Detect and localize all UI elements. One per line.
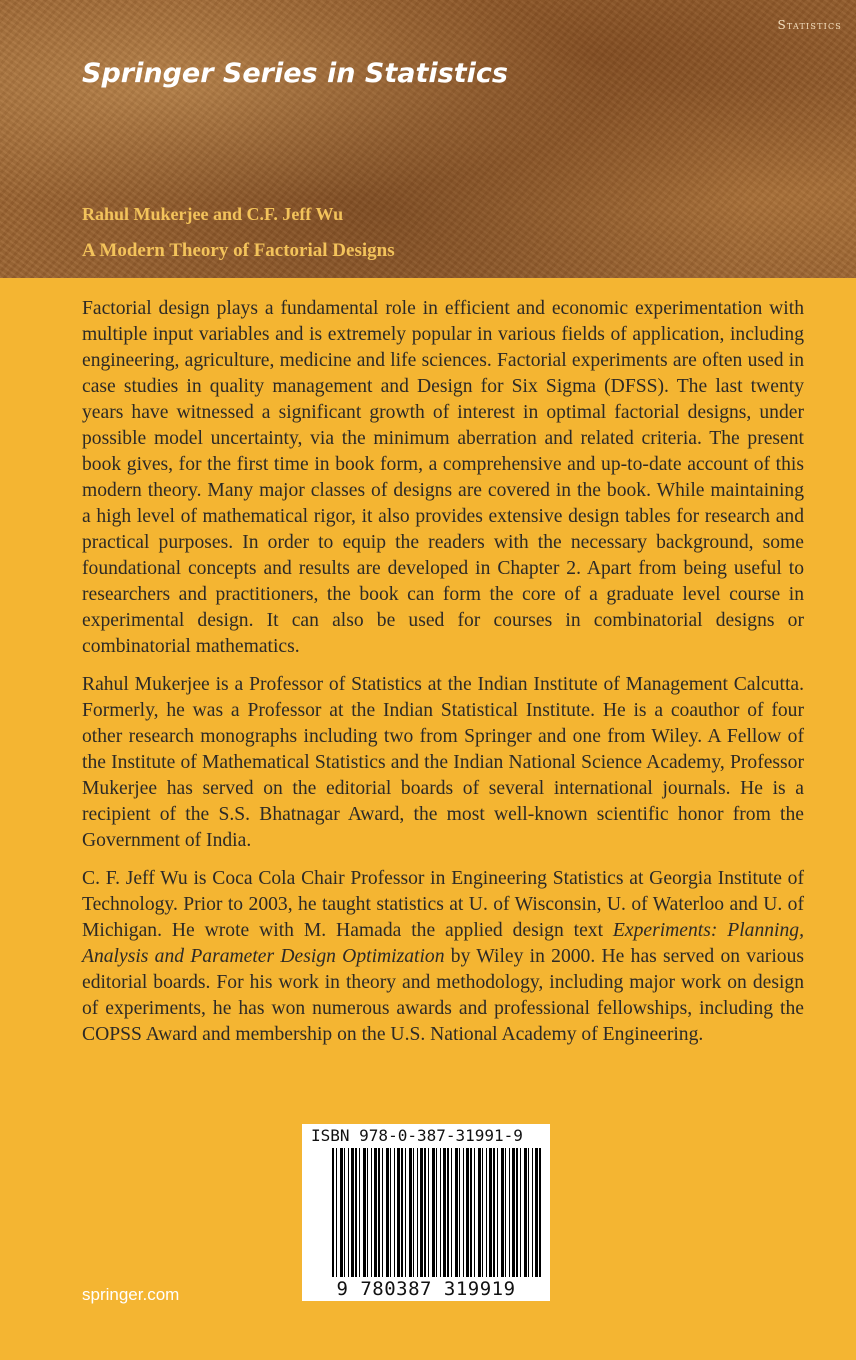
book-title: A Modern Theory of Factorial Designs bbox=[82, 240, 395, 261]
back-cover-text bbox=[82, 296, 804, 1060]
barcode-number: 9 780387 319919 bbox=[302, 1277, 550, 1301]
isbn-barcode bbox=[302, 1124, 550, 1301]
category-label: Statistics bbox=[777, 18, 842, 32]
author-bio-mukerjee: Rahul Mukerjee is a Professor of Statistics at the Indian Institute of Management Calcutta. Formerly, he was a Professor at the Indian Statistical Institute. He is a coauthor of four other research monographs including two from Springer and one from Wiley. A Fellow of the Institute of Mathematical Statistics and the Indian National Science Academy, Professor Mukerjee has served on the editorial boards of several international journals. He is a recipient of the S.S. Bhatnagar Award, the most well-known scientific honor from the Government of India. bbox=[82, 674, 804, 851]
publisher-website: springer.com bbox=[82, 1285, 180, 1304]
barcode-bars bbox=[332, 1148, 542, 1298]
series-title: Springer Series in Statistics bbox=[82, 58, 508, 89]
bio-wu-book-title: Experiments: Planning, Analysis and Parameter Design Optimization bbox=[82, 920, 804, 967]
author-bio-wu bbox=[82, 866, 804, 1048]
book-authors: Rahul Mukerjee and C.F. Jeff Wu bbox=[82, 204, 344, 224]
cover-header bbox=[0, 0, 856, 278]
isbn-label: ISBN 978-0-387-31991-9 bbox=[311, 1126, 523, 1145]
bio-wu-part2: by Wiley in 2000. He has served on various editorial boards. For his work in theory and methodology, including major work on design of experiments, he has won numerous awards and professional fellowships, including the COPSS Award and membership on the U.S. National Academy of Engineering. bbox=[82, 946, 804, 1045]
bio-wu-part1: C. F. Jeff Wu is Coca Cola Chair Professor in Engineering Statistics at Georgia Institute of Technology. Prior to 2003, he taught statistics at U. of Wisconsin, U. of Waterloo and U. of Michigan. He wrote with M. Hamada the applied design text bbox=[82, 868, 804, 941]
book-description: Factorial design plays a fundamental role in efficient and economic experimentation with multiple input variables and is extremely popular in various fields of application, including engineering, agriculture, medicine and life sciences. Factorial experiments are often used in case studies in quality management and Design for Six Sigma (DFSS). The last twenty years have witnessed a significant growth of interest in optimal factorial designs, under possible model uncertainty, via the minimum aberration and related criteria. The present book gives, for the first time in book form, a comprehensive and up-to-date account of this modern theory. Many major classes of designs are covered in the book. While maintaining a high level of mathematical rigor, it also provides extensive design tables for research and practical purposes. In order to equip the readers with the necessary background, some foundational concepts and results are developed in Chapter 2. Apart from being useful to researchers and practitioners, the book can form the core of a graduate level course in experimental design. It can also be used for courses in combinatorial designs or combinatorial mathematics. bbox=[82, 298, 804, 657]
